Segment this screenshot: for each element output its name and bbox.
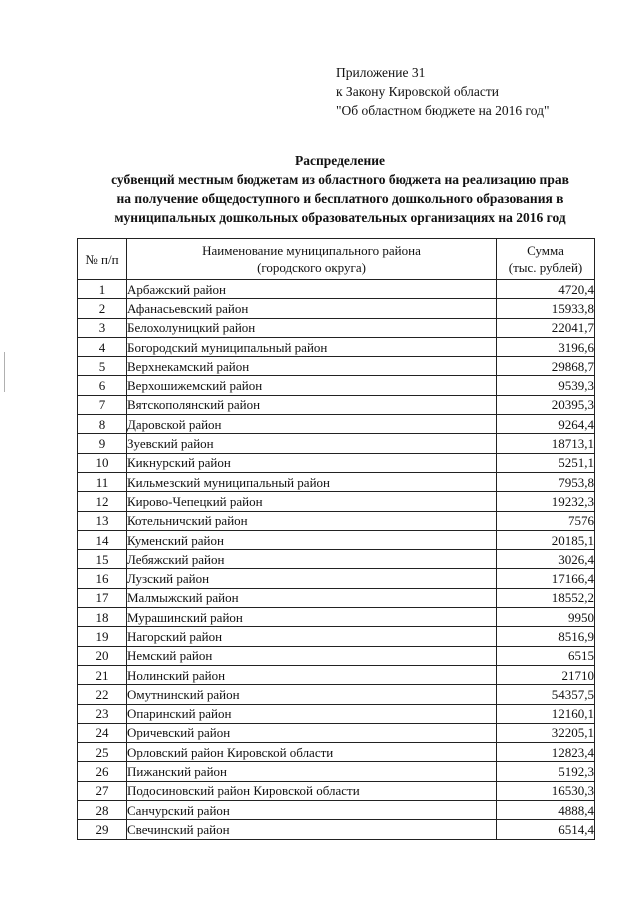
row-number-cell: 6 — [78, 376, 127, 395]
district-name-cell: Орловский район Кировской области — [127, 743, 497, 762]
document-subtitle-line: муниципальных дошкольных образовательных организациях на 2016 год — [114, 210, 566, 225]
table-row — [78, 530, 595, 549]
table-row — [78, 337, 595, 356]
district-name-cell: Кикнурский район — [127, 453, 497, 472]
row-number-cell: 14 — [78, 530, 127, 549]
column-header-number — [78, 239, 127, 280]
row-number-cell: 27 — [78, 781, 127, 800]
table-row — [78, 569, 595, 588]
row-number-cell: 1 — [78, 280, 127, 299]
table-row — [78, 723, 595, 742]
appendix-line: "Об областном бюджете на 2016 год" — [336, 103, 550, 118]
row-number-cell: 18 — [78, 608, 127, 627]
row-number-cell: 12 — [78, 492, 127, 511]
amount-cell: 16530,3 — [497, 781, 595, 800]
table-row — [78, 415, 595, 434]
column-header-number-label: № п/п — [85, 251, 119, 267]
district-name-cell: Лебяжский район — [127, 550, 497, 569]
row-number-cell: 19 — [78, 627, 127, 646]
amount-cell: 12160,1 — [497, 704, 595, 723]
column-header-name-line1: Наименование муниципального района — [202, 243, 421, 258]
amount-cell: 7576 — [497, 511, 595, 530]
amount-cell: 20395,3 — [497, 395, 595, 414]
appendix-line: Приложение 31 — [336, 65, 426, 80]
row-number-cell: 3 — [78, 318, 127, 337]
table-row — [78, 685, 595, 704]
table-row — [78, 820, 595, 839]
table-row — [78, 588, 595, 607]
amount-cell: 54357,5 — [497, 685, 595, 704]
district-name-cell: Котельничский район — [127, 511, 497, 530]
table-row — [78, 357, 595, 376]
table-row — [78, 743, 595, 762]
column-header-name-line2: (городского округа) — [257, 260, 366, 275]
row-number-cell: 5 — [78, 357, 127, 376]
row-number-cell: 25 — [78, 743, 127, 762]
amount-cell: 6514,4 — [497, 820, 595, 839]
district-name-cell: Омутнинский район — [127, 685, 497, 704]
row-number-cell: 22 — [78, 685, 127, 704]
amount-cell: 9264,4 — [497, 415, 595, 434]
document-title: Распределение — [294, 153, 386, 168]
amount-cell: 19232,3 — [497, 492, 595, 511]
table-row — [78, 665, 595, 684]
table-row — [78, 608, 595, 627]
amount-cell: 7953,8 — [497, 472, 595, 491]
table-row — [78, 646, 595, 665]
amount-cell: 6515 — [497, 646, 595, 665]
column-header-sum-line2: (тыс. рублей) — [508, 260, 583, 275]
table-row — [78, 511, 595, 530]
amount-cell: 5192,3 — [497, 762, 595, 781]
district-name-cell: Белохолуницкий район — [127, 318, 497, 337]
row-number-cell: 23 — [78, 704, 127, 723]
district-name-cell: Верхошижемский район — [127, 376, 497, 395]
district-name-cell: Кильмезский муниципальный район — [127, 472, 497, 491]
amount-cell: 15933,8 — [497, 299, 595, 318]
district-name-cell: Вятскополянский район — [127, 395, 497, 414]
district-name-cell: Богородский муниципальный район — [127, 337, 497, 356]
table-body — [78, 280, 595, 840]
row-number-cell: 15 — [78, 550, 127, 569]
amount-cell: 5251,1 — [497, 453, 595, 472]
table-row — [78, 762, 595, 781]
district-name-cell: Нолинский район — [127, 665, 497, 684]
row-number-cell: 24 — [78, 723, 127, 742]
row-number-cell: 10 — [78, 453, 127, 472]
table-row — [78, 627, 595, 646]
row-number-cell: 9 — [78, 434, 127, 453]
column-header-sum — [497, 239, 595, 280]
district-name-cell: Пижанский район — [127, 762, 497, 781]
amount-cell: 4720,4 — [497, 280, 595, 299]
row-number-cell: 7 — [78, 395, 127, 414]
row-number-cell: 2 — [78, 299, 127, 318]
table-row — [78, 376, 595, 395]
district-name-cell: Санчурский район — [127, 801, 497, 820]
district-name-cell: Оричевский район — [127, 723, 497, 742]
table-row — [78, 781, 595, 800]
district-name-cell: Верхнекамский район — [127, 357, 497, 376]
district-name-cell: Зуевский район — [127, 434, 497, 453]
row-number-cell: 28 — [78, 801, 127, 820]
district-name-cell: Малмыжский район — [127, 588, 497, 607]
amount-cell: 3026,4 — [497, 550, 595, 569]
table-row — [78, 704, 595, 723]
district-name-cell: Опаринский район — [127, 704, 497, 723]
district-name-cell: Афанасьевский район — [127, 299, 497, 318]
document-subtitle-line: на получение общедоступного и бесплатного дошкольного образования в — [116, 191, 564, 206]
table-row — [78, 550, 595, 569]
table-header-row — [78, 239, 595, 280]
table-row — [78, 801, 595, 820]
amount-cell: 17166,4 — [497, 569, 595, 588]
table-row — [78, 453, 595, 472]
district-name-cell: Даровской район — [127, 415, 497, 434]
row-number-cell: 11 — [78, 472, 127, 491]
district-name-cell: Лузский район — [127, 569, 497, 588]
district-name-cell: Нагорский район — [127, 627, 497, 646]
amount-cell: 9539,3 — [497, 376, 595, 395]
row-number-cell: 17 — [78, 588, 127, 607]
row-number-cell: 21 — [78, 665, 127, 684]
amount-cell: 9950 — [497, 608, 595, 627]
row-number-cell: 20 — [78, 646, 127, 665]
table-row — [78, 395, 595, 414]
amount-cell: 21710 — [497, 665, 595, 684]
amount-cell: 8516,9 — [497, 627, 595, 646]
district-name-cell: Кирово-Чепецкий район — [127, 492, 497, 511]
table-row — [78, 318, 595, 337]
distribution-table — [77, 238, 595, 840]
row-number-cell: 4 — [78, 337, 127, 356]
amount-cell: 18713,1 — [497, 434, 595, 453]
district-name-cell: Арбажский район — [127, 280, 497, 299]
district-name-cell: Подосиновский район Кировской области — [127, 781, 497, 800]
district-name-cell: Немский район — [127, 646, 497, 665]
row-number-cell: 16 — [78, 569, 127, 588]
row-number-cell: 26 — [78, 762, 127, 781]
amount-cell: 29868,7 — [497, 357, 595, 376]
district-name-cell: Куменский район — [127, 530, 497, 549]
row-number-cell: 29 — [78, 820, 127, 839]
district-name-cell: Свечинский район — [127, 820, 497, 839]
document-heading — [40, 151, 640, 227]
amount-cell: 32205,1 — [497, 723, 595, 742]
table-row — [78, 492, 595, 511]
column-header-sum-line1: Сумма — [527, 243, 564, 258]
scan-margin-mark — [4, 352, 5, 392]
amount-cell: 20185,1 — [497, 530, 595, 549]
document-subtitle-line: субвенций местным бюджетам из областного бюджета на реализацию прав — [111, 172, 569, 187]
appendix-note — [336, 63, 550, 120]
amount-cell: 18552,2 — [497, 588, 595, 607]
row-number-cell: 13 — [78, 511, 127, 530]
district-name-cell: Мурашинский район — [127, 608, 497, 627]
amount-cell: 3196,6 — [497, 337, 595, 356]
amount-cell: 12823,4 — [497, 743, 595, 762]
table-row — [78, 434, 595, 453]
appendix-line: к Закону Кировской области — [336, 84, 500, 99]
table-row — [78, 299, 595, 318]
column-header-name — [127, 239, 497, 280]
amount-cell: 22041,7 — [497, 318, 595, 337]
table-row — [78, 280, 595, 299]
table-row — [78, 472, 595, 491]
row-number-cell: 8 — [78, 415, 127, 434]
amount-cell: 4888,4 — [497, 801, 595, 820]
